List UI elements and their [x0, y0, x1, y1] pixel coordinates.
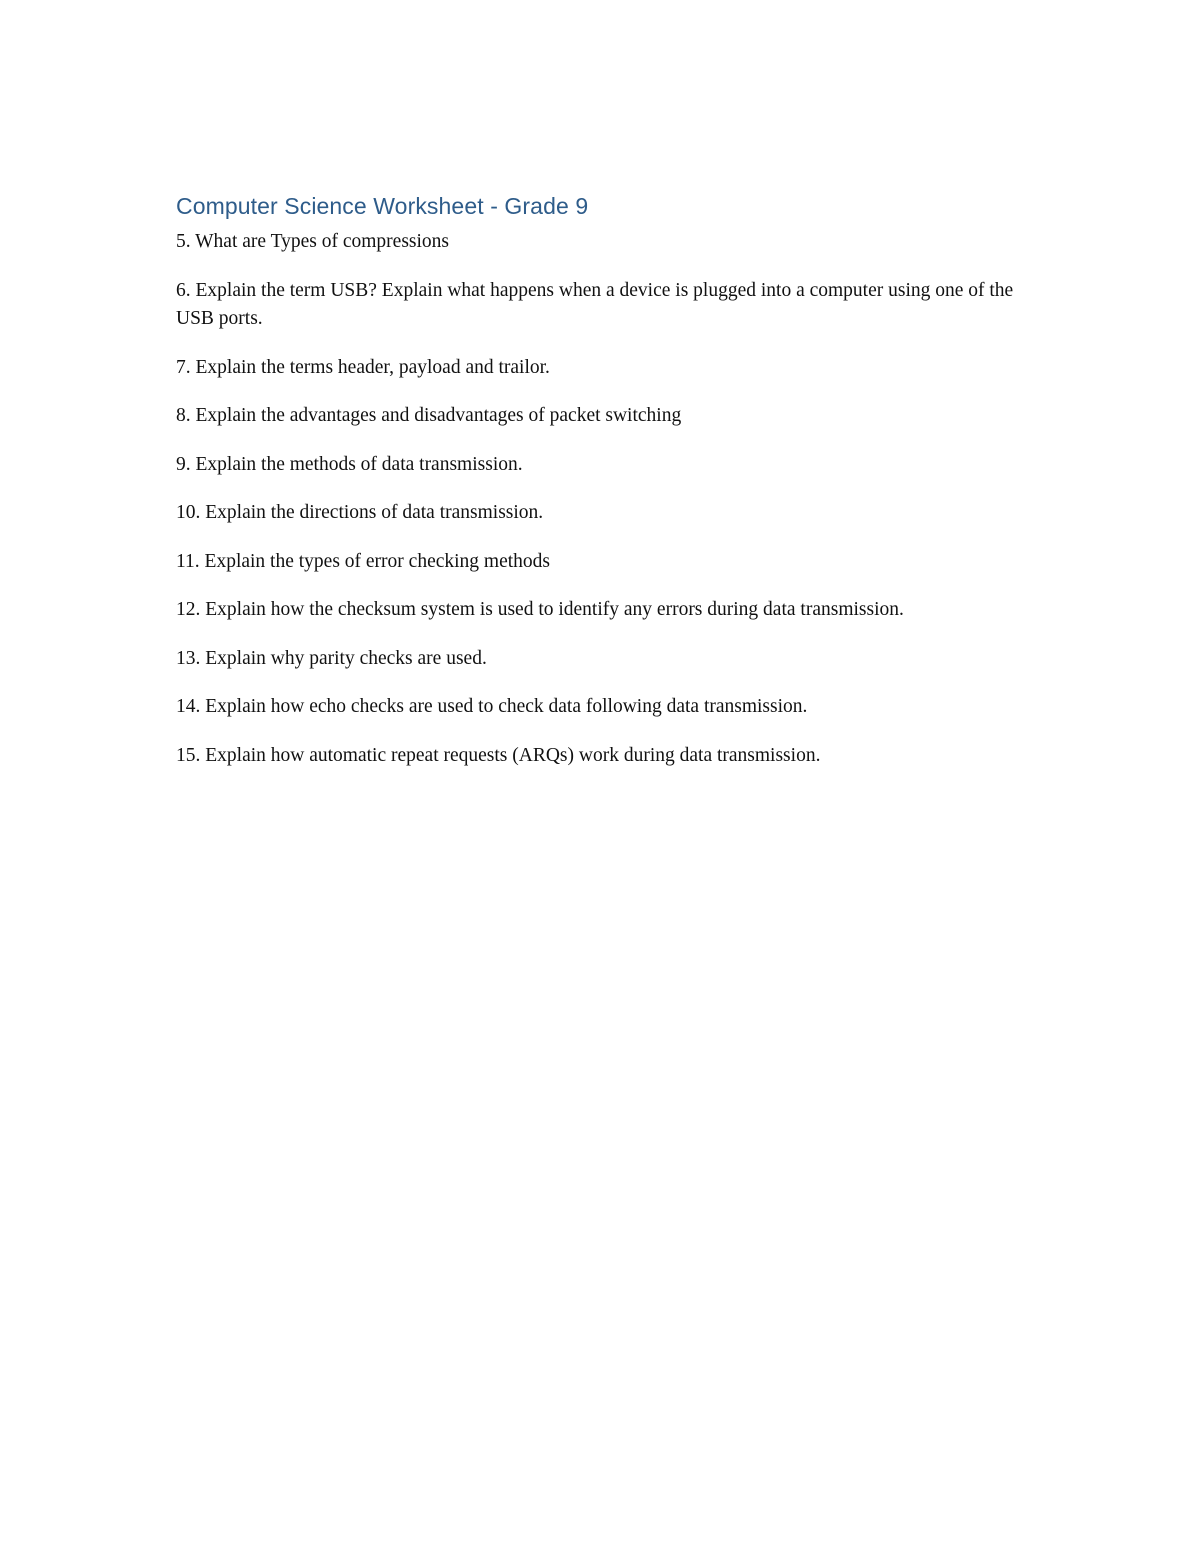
question-item: 10. Explain the directions of data transmission. [176, 502, 544, 523]
document-content [176, 190, 1016, 790]
question-item: 8. Explain the advantages and disadvantages of packet switching [176, 405, 682, 426]
question-item: 7. Explain the terms header, payload and trailor. [176, 356, 550, 378]
question-item: 13. Explain why parity checks are used. [176, 647, 487, 669]
question-list [176, 228, 1016, 770]
question-item: 11. Explain the types of error checking methods [176, 550, 551, 572]
question-item: 5. What are Types of compressions [176, 231, 450, 252]
question-item: 9. Explain the methods of data transmission. [176, 453, 523, 475]
question-item: 14. Explain how echo checks are used to check data following data transmission. [176, 696, 808, 717]
worksheet-title: Computer Science Worksheet - Grade 9 [176, 193, 589, 219]
question-item: 12. Explain how the checksum system is used to identify any errors during data transmission. [176, 599, 904, 620]
question-item: 15. Explain how automatic repeat requests (ARQs) work during data transmission. [176, 744, 821, 766]
question-item: 6. Explain the term USB? Explain what happens when a device is plugged into a computer using one of the USB ports. [176, 279, 1014, 329]
